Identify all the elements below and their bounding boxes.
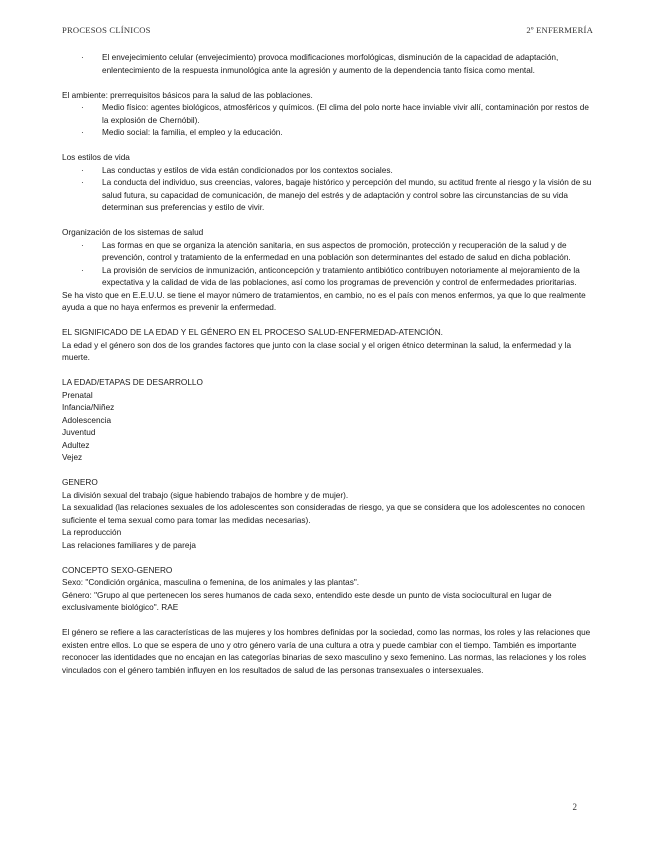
- estilos-list: [62, 165, 595, 215]
- genero-line: Las relaciones familiares y de pareja: [62, 540, 196, 550]
- significado-text: La edad y el género son dos de los grandes factores que junto con la clase social y el origen étnico determinan la salud, la enfermedad y la muerte.: [62, 340, 572, 362]
- concepto-section: [62, 565, 595, 615]
- section-heading: El ambiente: prerrequisitos básicos para la salud de las poblaciones.: [62, 90, 313, 100]
- header-course-year: 2º ENFERMERÍA: [526, 25, 593, 35]
- list-item: · Las formas en que se organiza la atención sanitaria, en sus aspectos de promoción, protección y recuperación de la salud y de prevención, control y tratamiento de la enfermedad en una población son determinantes del estado de salud en dicha población.: [62, 240, 595, 265]
- list-item: · El envejecimiento celular (envejecimiento) provoca modificaciones morfológicas, disminución de la capacidad de adaptación, enlentecimiento de la respuesta inmunológica ante la agresión y aumento de la dependencia tanto física como mental.: [62, 52, 595, 77]
- ambiente-section: [62, 90, 595, 140]
- final-section: [62, 627, 595, 677]
- stage-item: Juventud: [62, 428, 96, 437]
- stage-item: Infancia/Niñez: [62, 403, 115, 412]
- section-heading: EL SIGNIFICADO DE LA EDAD Y EL GÉNERO EN EL PROCESO SALUD-ENFERMEDAD-ATENCIÓN.: [62, 328, 443, 337]
- list-item: · Medio social: la familia, el empleo y la educación.: [62, 127, 595, 140]
- stage-item: Prenatal: [62, 390, 93, 400]
- organizacion-list: [62, 240, 595, 290]
- genero-line: La división sexual del trabajo (sigue habiendo trabajos de hombre y de mujer).: [62, 490, 349, 500]
- intro-list: [62, 52, 595, 77]
- etapas-section: [62, 377, 595, 465]
- significado-section: [62, 327, 595, 365]
- stage-item: Adultez: [62, 440, 90, 450]
- section-heading: Los estilos de vida: [62, 153, 130, 162]
- header-course-title: PROCESOS CLÍNICOS: [62, 25, 151, 35]
- genero-section: [62, 477, 595, 552]
- page-content: [62, 52, 595, 690]
- section-heading: GENERO: [62, 478, 98, 487]
- section-heading: Organización de los sistemas de salud: [62, 228, 204, 237]
- final-paragraph: El género se refiere a las características de las mujeres y los hombres definidas por la sociedad, como las normas, los roles y las relaciones que existen entre ellos. Lo que se espera de uno y otro género varía de una cultura a otra y puede cambiar con el tiempo. También es importante reconocer las identidades que no encajan en las categorías binarias de sexo masculino y sexo femenino. Las normas, las relaciones y los roles vinculados con el género también influyen en los resultados de salud de las personas transexuales o intersexuales.: [62, 628, 591, 675]
- section-heading: LA EDAD/ETAPAS DE DESARROLLO: [62, 378, 203, 387]
- stage-item: Adolescencia: [62, 415, 112, 425]
- stage-item: Vejez: [62, 453, 83, 462]
- section-heading: CONCEPTO SEXO-GENERO: [62, 565, 173, 575]
- definition-line: Sexo: "Condición orgánica, masculina o femenina, de los animales y las plantas".: [62, 578, 360, 587]
- page-number: 2: [572, 802, 577, 812]
- list-item: · Las conductas y estilos de vida están condicionados por los contextos sociales.: [62, 165, 595, 178]
- genero-line: La sexualidad (las relaciones sexuales de los adolescentes son consideradas de riesgo, ya que se considera que los adolescentes no conocen suficiente el tema sexual como para tomar las medidas necesarias).: [62, 503, 585, 525]
- genero-line: La reproducción: [62, 528, 122, 537]
- organizacion-section: [62, 227, 595, 315]
- list-item: · Medio físico: agentes biológicos, atmosféricos y químicos. (El clima del polo norte hace inviable vivir allí, contaminación por restos de la explosión de Chernóbil).: [62, 102, 595, 127]
- organizacion-note: Se ha visto que en E.E.U.U. se tiene el mayor número de tratamientos, en cambio, no es el país con menos enfermos, ya que lo que realmente ayuda a que no haya enfermos es prevenir la enfermedad.: [62, 290, 586, 312]
- estilos-section: [62, 152, 595, 215]
- intro-section: [62, 52, 595, 77]
- definition-line: Género: "Grupo al que pertenecen los seres humanos de cada sexo, entendido este desde un punto de vista sociocultural en lugar de exclusivamente biológico". RAE: [62, 590, 552, 612]
- ambiente-list: [62, 102, 595, 140]
- list-item: · La conducta del individuo, sus creencias, valores, bagaje histórico y percepción del mundo, su actitud frente al riesgo y la visión de su salud futura, su capacidad de comunicación, de manejo del estrés y de adaptación y control sobre las circunstancias de su vida determinan sus preferencias y estilo de vivir.: [62, 177, 595, 215]
- list-item: · La provisión de servicios de inmunización, anticoncepción y tratamiento antibiótico contribuyen notoriamente al mejoramiento de la expectativa y la calidad de vida de las poblaciones, así como los programas de prevención y control de enfermedades prioritarias.: [62, 265, 595, 290]
